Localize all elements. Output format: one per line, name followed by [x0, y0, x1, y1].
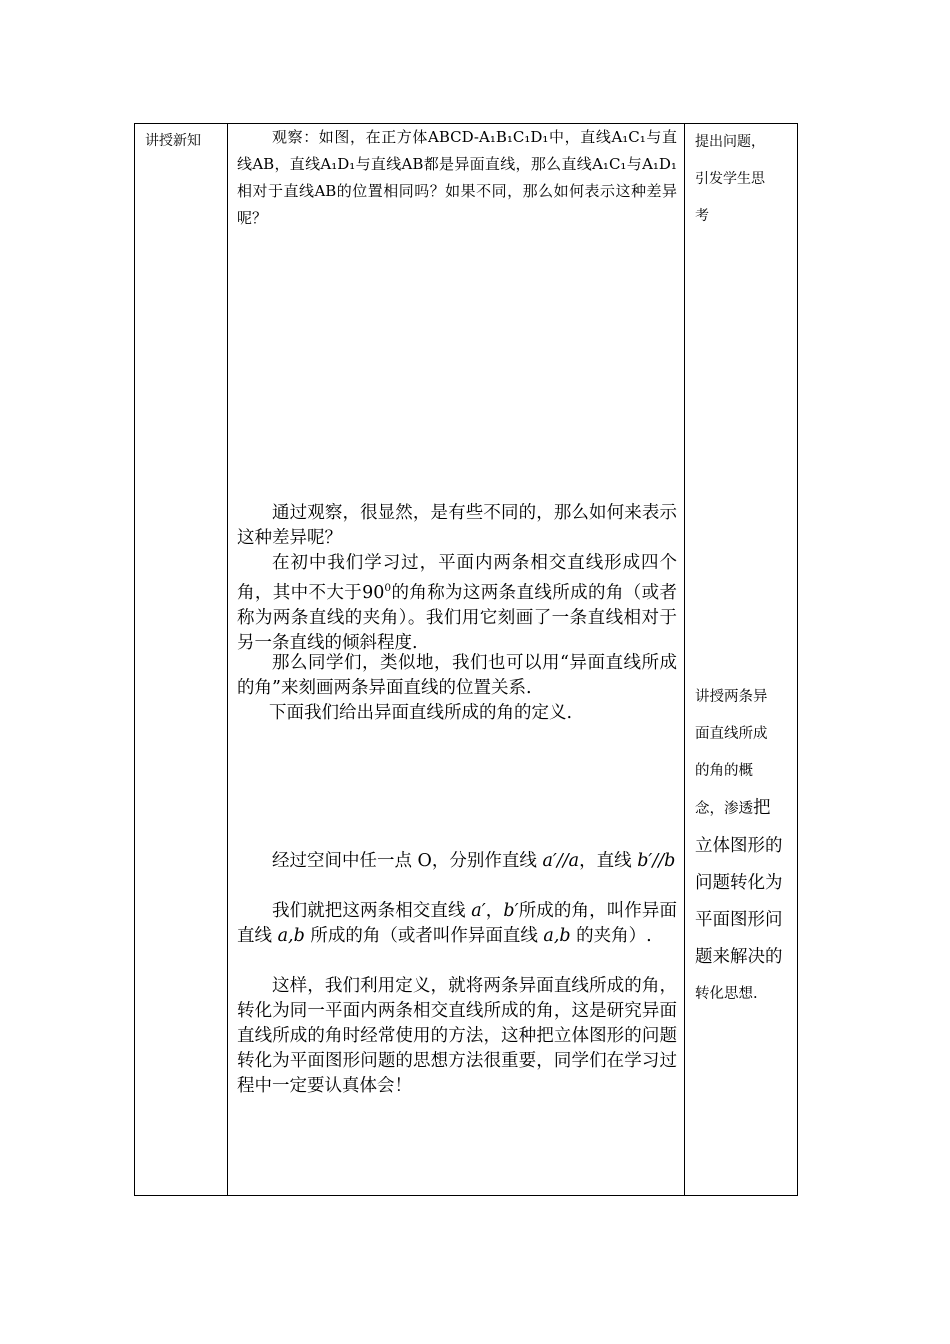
junior-paragraph: 在初中我们学习过，平面内两条相交直线形成四个角，其中不大于$90^0$的角称为这两条直线所成的角（或者称为两条直线的夹角）。我们用它刻画了一条直线相对于另一条直线的倾斜程度.	[237, 553, 678, 653]
method-paragraph: 这样，我们利用定义，就将两条异面直线所成的角，转化为同一平面内两条相交直线所成的角，这是研究异面直线所成的角时经常使用的方法，这种把立体图形的问题转化为平面图形问题的思想方法很重要，同学们在学习过程中一定要认真体会！	[237, 976, 677, 1096]
note-question: 提出问题， 引发学生思 考	[695, 134, 765, 224]
column-divider-2	[684, 124, 685, 1195]
lesson-table	[134, 123, 798, 1196]
section-label: 讲授新知	[145, 133, 201, 149]
observation-paragraph: 观察：如图，在正方体ABCD-A₁B₁C₁D₁中，直线A₁C₁与直线AB，直线A₁D₁与直线AB都是异面直线，那么直线A₁C₁与A₁D₁相对于直线AB的位置相同吗？如果不同，那么如何表示这种差异呢？	[237, 128, 677, 227]
point-paragraph: 经过空间中任一点 O，分别作直线 a′//a，直线 b′//b	[272, 851, 676, 871]
observe-paragraph: 通过观察，很显然，是有些不同的，那么如何来表示这种差异呢？	[237, 503, 677, 548]
angle-definition-paragraph: 我们就把这两条相交直线 a′，b′所成的角，叫作异面直线 a,b 所成的角（或者叫作异面直线 a,b 的夹角）.	[237, 901, 678, 946]
definition-intro: 下面我们给出异面直线所成的角的定义.	[269, 703, 573, 723]
column-divider-1	[227, 124, 228, 1195]
analogy-paragraph: 那么同学们，类似地，我们也可以用“异面直线所成的角”来刻画两条异面直线的位置关系.	[237, 653, 677, 698]
note-concept: 讲授两条异 面直线所成 的角的概 念，渗透把 立体图形的 问题转化为 平面图形问 题来解决的 转化思想.	[695, 689, 783, 1002]
